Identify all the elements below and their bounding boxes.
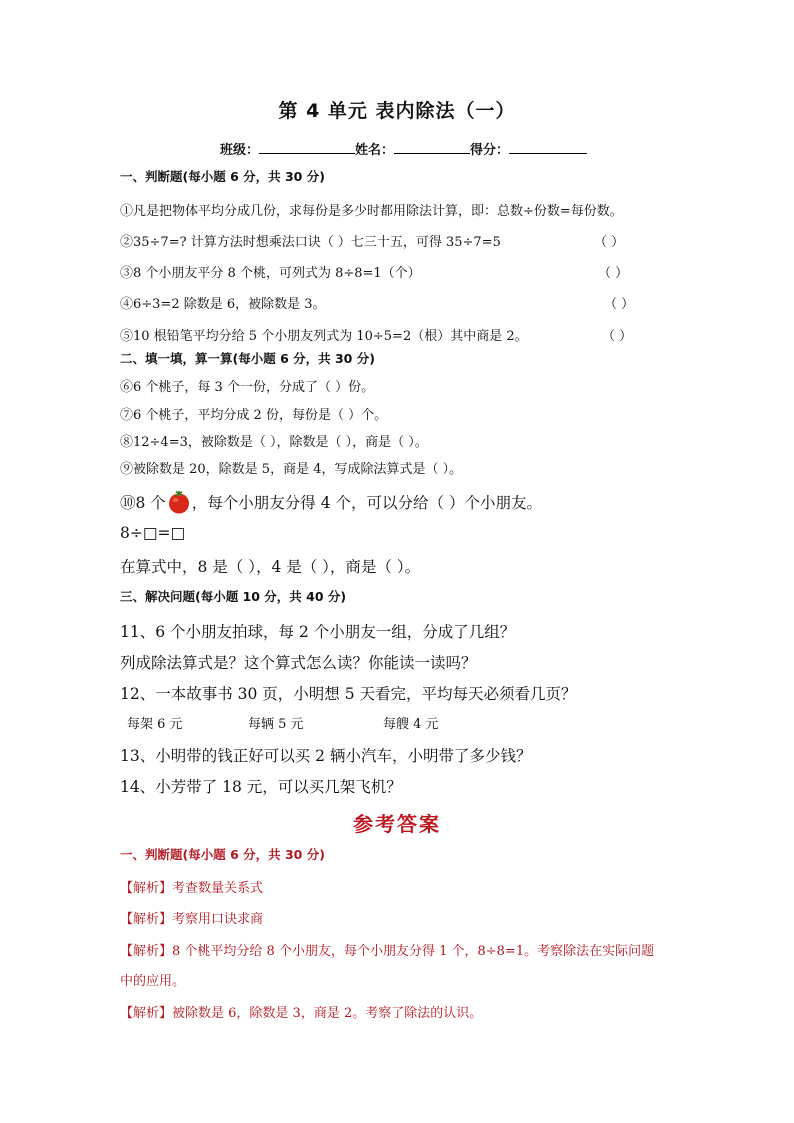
- analysis-tag: 【解析】: [120, 881, 173, 896]
- answer-3: [120, 940, 654, 959]
- question-9: ⑨被除数是 20，除数是 5，商是 4，写成除法算式是（ ）。: [120, 462, 463, 477]
- answer-2-text: 考察用口诀求商: [172, 912, 264, 927]
- question-10-start: ⑩8 个: [120, 494, 166, 512]
- question-13: 13、小明带的钱正好可以买 2 辆小汽车，小明带了多少钱？: [120, 747, 532, 765]
- score-label: 得分：: [470, 143, 510, 158]
- question-10-formula: 8÷□=□: [120, 524, 186, 542]
- price-car: 每辆 5 元: [248, 717, 304, 732]
- answer-paren-3: （ ）: [598, 266, 629, 281]
- section-3-heading: 三、解决问题(每小题 10 分，共 40 分): [120, 589, 347, 604]
- analysis-tag: 【解析】: [120, 1006, 173, 1021]
- question-11-line-2: 列成除法算式是？这个算式怎么读？你能读一读吗？: [120, 654, 477, 672]
- price-plane: 每架 6 元: [127, 717, 183, 732]
- answer-2: [120, 908, 263, 927]
- answer-4-text: 被除数是 6，除数是 3，商是 2。考察了除法的认识。: [172, 1006, 483, 1021]
- section-1-heading: 一、判断题(每小题 6 分，共 30 分): [120, 169, 325, 184]
- section-2-heading: 二、填一填，算一算(每小题 6 分，共 30 分): [120, 351, 375, 366]
- student-info-line: [220, 139, 587, 158]
- analysis-tag: 【解析】: [120, 944, 173, 959]
- question-14: 14、小芳带了 18 元，可以买几架飞机？: [120, 778, 402, 796]
- class-label: 班级：: [220, 143, 260, 158]
- question-11-line-1: 11、6 个小朋友拍球，每 2 个小朋友一组，分成了几组？: [120, 623, 516, 641]
- answer-paren-4: （ ）: [604, 297, 635, 312]
- answers-title: 参考答案: [353, 812, 441, 836]
- question-4: ④6÷3=2 除数是 6，被除数是 3。: [120, 297, 326, 312]
- answer-1-text: 考查数量关系式: [172, 881, 264, 896]
- answer-1: [120, 877, 263, 896]
- question-8: ⑧12÷4=3，被除数是（ ），除数是（ ），商是（ ）。: [120, 435, 428, 450]
- tomato-icon: [167, 490, 191, 514]
- name-label: 姓名：: [355, 143, 395, 158]
- answer-3-text: 8 个桃平均分给 8 个小朋友，每个小朋友分得 1 个，8÷8=1。考察除法在实际问题: [172, 944, 655, 959]
- answers-section-1-heading: 一、判断题(每小题 6 分，共 30 分): [120, 847, 325, 862]
- question-2: ②35÷7=? 计算方法时想乘法口诀（ ）七三十五，可得 35÷7=5: [120, 235, 501, 250]
- page-title: 第 4 单元 表内除法（一）: [278, 100, 516, 122]
- question-7: ⑦6 个桃子，平均分成 2 份，每份是（ ）个。: [120, 408, 388, 423]
- question-6: ⑥6 个桃子，每 3 个一份，分成了（ ）份。: [120, 380, 375, 395]
- name-blank: [394, 141, 470, 154]
- analysis-tag: 【解析】: [120, 912, 173, 927]
- question-1: ①凡是把物体平均分成几份，求每份是多少时都用除法计算，即：总数÷份数=每份数。: [120, 204, 623, 219]
- price-boat: 每艘 4 元: [383, 717, 439, 732]
- question-10-rest: ，每个小朋友分得 4 个，可以分给（ ）个小朋友。: [191, 494, 542, 512]
- answer-paren-5: （ ）: [602, 329, 633, 344]
- question-5: ⑤10 根铅笔平均分给 5 个小朋友列式为 10÷5=2（根）其中商是 2。: [120, 329, 528, 344]
- answer-paren-2: （ ）: [594, 235, 625, 250]
- question-10-fill: 在算式中，8 是（ ），4 是（ ），商是（ ）。: [120, 558, 421, 576]
- class-blank: [259, 141, 355, 154]
- question-10: [120, 490, 542, 514]
- answer-4: [120, 1002, 482, 1021]
- question-12: 12、一本故事书 30 页，小明想 5 天看完，平均每天必须看几页？: [120, 685, 577, 703]
- answer-3-continued: 中的应用。: [120, 974, 186, 989]
- score-blank: [509, 141, 587, 154]
- question-3: ③8 个小朋友平分 8 个桃，可列式为 8÷8=1（个）: [120, 266, 421, 281]
